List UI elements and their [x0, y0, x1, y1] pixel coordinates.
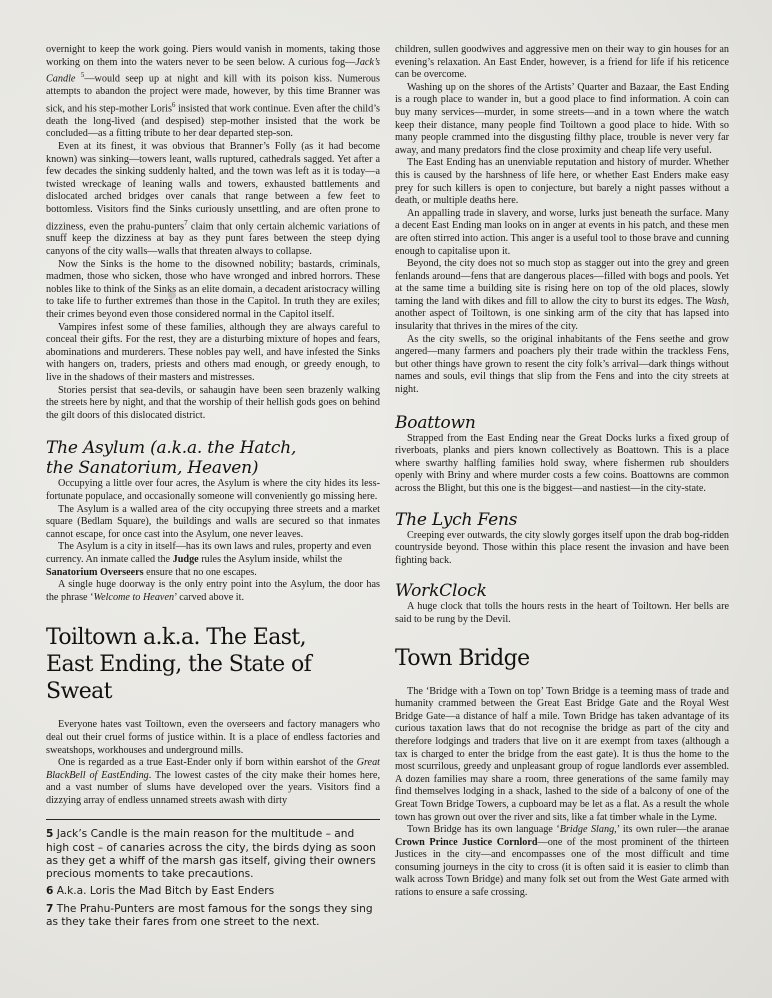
right-column — [395, 44, 729, 900]
paragraph: Washing up on the shores of the Artists’ Quarter and Bazaar, the East Ending is a rough place to wander in, but a good place to find information. A coin can buy many services—murder, in some streets—and in a town where the watch keep their distance, many people find Toiltown a good place to hide. With so many people crammed into the disgusting filthy place, trouble is never very far away, and many predators find the close proximity and cheap life very useful. — [395, 81, 729, 156]
paragraph: One is regarded as a true East-Ender only if born within earshot of the Great BlackBell of EastEnding. The lowest castes of the city make their homes here, and a vast number of slums have developed over the years. Visitors find a dizzying array of endless unnamed streets awash with dirty — [46, 757, 380, 806]
heading-toiltown: Toiltown a.k.a. The East, East Ending, the State of Sweat — [46, 625, 312, 705]
paragraph: Now the Sinks is the home to the disowned nobility; bastards, criminals, madmen, those who sicken, those who have wronged and inbred horrors. These nobles like to think of the Sinks as an elite domain, a decadent aristocracy willing to take life to further extremes than those in the Capitol. In truth they are exiles; their crimes beyond even those considered normal in the Capitol itself. — [46, 258, 380, 321]
paragraph: Strapped from the East Ending near the Great Docks lurks a fixed group of riverboats, planks and piers known collectively as Boattown. This is a place where swarthy halfling families hold sway, where fishermen rub shoulders openly with Briny and where murder costs a few coins. Boattowns are common across the Blight, but this one is the biggest—and nastiest—in the city-state. — [395, 432, 729, 494]
paragraph: The East Ending has an unenviable reputation and history of murder. Whether this is caused by the harshness of life here, or whether East Enders make easy prey for such killers is open to conjecture, but barely a night passes without a death, or multiple deaths here. — [395, 157, 729, 207]
paragraph: Town Bridge has its own language ‘Bridge Slang,’ its own ruler—the aranae Crown Prince Justice Cornlord—one of the most prominent of the thirteen Justices in the city—and encompasses one of the most difficult and time consuming journeys in the city to cross (it is often said it is easier to climb than walk across Town Bridge) and many folk set out from the West Gate armed with rations to ensure a safe crossing. — [395, 824, 729, 899]
heading-town-bridge: Town Bridge — [395, 645, 530, 671]
heading-boattown: Boattown — [395, 412, 476, 433]
heading-workclock: WorkClock — [395, 581, 487, 602]
paragraph: Even at its finest, it was obvious that Branner’s Folly (as it had become known) was sinking—towers leant, walls ruptured, cathedrals sagged. Yet after a few decades the sinking suddenly halted, and the town was left as it is today—a twisted wreckage of leaning walls and towers, exhausted battlements and dislocated arched bridges over canals that range between a few feet to bottomless. Visitors find the Sinks curiously unsettling, and are often prone to dizziness, even the prahu-punters$^7$ claim that only certain alchemic variations of snuff keep the dizziness at bay as they punt fares between the steep dying canyons of the city walls—walls that threaten always to collapse. — [46, 140, 380, 258]
paragraph: A single huge doorway is the only entry point into the Asylum, the door has the phrase ‘Welcome to Heaven’ carved above it. — [46, 579, 380, 603]
paragraph: children, sullen goodwives and aggressive men on their way to gin houses for an evening’s relaxation. An East Ender, however, is a friend for life if his reticence can be overcome. — [395, 44, 729, 81]
paragraph: overnight to keep the work going. Piers would vanish in moments, taking those working on them into the waters never to be seen below. A curious fog—Jack’s Candle $^5$—would seep up at night and kill with its poison kiss. Numerous attempts to abandon the project were made, however, by this time Branner was sick, and his step-mother Loris$^6$ insisted that work continue. Even after the child’s death the long-lived (and despised) step-mother insisted that the work be concluded—as a fitting tribute to her dear departed step-son. — [46, 44, 380, 140]
paragraph: Beyond, the city does not so much stop as stagger out into the grey and green fenlands around—fens that are dangerous places—filled with bogs and pools. Yet at the same time a building site is rising here on top of the old places, slowly taming the land with dikes and fill to allow the city to burst its edges. The Wash, another aspect of Toiltown, is one sinking arm of the city that has lapsed into insularity that thrives in the mires of the city. — [395, 258, 729, 333]
paragraph: The Asylum is a walled area of the city occupying three streets and a market square (Bedlam Square), the buildings and walls are secured so that inmates cannot escape, for once cast into the Asylum, one never leaves. — [46, 503, 380, 540]
paragraph: Occupying a little over four acres, the Asylum is where the city hides its less-fortunate populace, and occasionally someone will conveniently go missing here. — [46, 478, 380, 502]
paragraph: An appalling trade in slavery, and worse, lurks just beneath the surface. Many a decent East Ending man looks on in anger at events in his patch, and these men are often stirred into action. This anger is a useful tool to those brave and cunning enough to capitalise upon it. — [395, 207, 729, 257]
ink-smudge — [168, 291, 176, 299]
paragraph: The ‘Bridge with a Town on top’ Town Bridge is a teeming mass of trade and humanity crammed between the Great East Bridge Gate and the Royal West Bridge Gate—a distance of half a mile. Town Bridge has taken advantage of its curious taxation laws that do not recognise the bridge as part of the city and therefore lodgings and traders that live on it are exempt from taxes (although a tax is charged to enter the bridge from the east gate). It is thus the home to the most scurrilous, greedy and unpleasant group of rogue landlords ever assembled. A dozen families may share a room, three generations of the same family may find themselves lodging in a shack, lashed to the side of a balcony of one of the Great Town Bridge Towers, a cupboard may be let as a flat. As a result the whole town has grown out over the river and sits, like a fat timber whale in the Lyme. — [395, 685, 729, 823]
paragraph: Vampires infest some of these families, although they are always careful to conceal their gifts. For the rest, they are a disturbing mixture of hopes and fears, abominations and murderers. These nobles pay well, and have infested the Sinks with hangers on, traders, priests and others mad enough, or greedy enough, to live in the shadows of their masters and mistresses. — [46, 321, 380, 384]
paragraph: The Asylum is a city in itself—has its own laws and rules, property and even currency. An inmate called the Judge rules the Asylum inside, whilst the Sanatorium Overseers ensure that no one escapes. — [46, 541, 372, 578]
paragraph: Everyone hates vast Toiltown, even the overseers and factory managers who deal out their cruel forms of justice within. It is a place of endless factories and sweatshops, workhouses and underground mills. — [46, 719, 380, 756]
paragraph: A huge clock that tolls the hours rests in the heart of Toiltown. Her bells are said to be rung by the Devil. — [395, 601, 729, 625]
heading-lych-fens: The Lych Fens — [395, 509, 518, 530]
footnote-5: 5 Jack’s Candle is the main reason for the multitude – and high cost – of canaries across the city, the birds dying as soon as they get a whiff of the marsh gas itself, giving their owners precious moments to take precautions. — [46, 828, 376, 881]
paragraph: Creeping ever outwards, the city slowly gorges itself upon the drab bog-ridden countryside beyond. Those within this place resent the invasion and have been fighting back. — [395, 529, 729, 566]
footnote-7: 7 The Prahu-Punters are most famous for the songs they sing as they take their fares from one street to the next. — [46, 902, 373, 928]
footnote-rule — [46, 819, 380, 820]
heading-asylum: The Asylum (a.k.a. the Hatch, the Sanatorium, Heaven) — [46, 438, 297, 479]
left-column — [46, 44, 380, 929]
footnote-6: 6 A.k.a. Loris the Mad Bitch by East Enders — [46, 885, 275, 898]
paragraph: Stories persist that sea-devils, or sahaugin have been seen brazenly walking the streets here by night, and that the worship of their hellish gods goes on behind the gilt doors of this dislocated district. — [46, 384, 380, 421]
paragraph: As the city swells, so the original inhabitants of the Fens seethe and grow angered—many farmers and poachers ply their trade within the trackless Fens, but other things have grown to resent the city folk’s arrival—dark things without names and souls, evil things that slip from the Fens and into the city streets at night. — [395, 333, 729, 396]
